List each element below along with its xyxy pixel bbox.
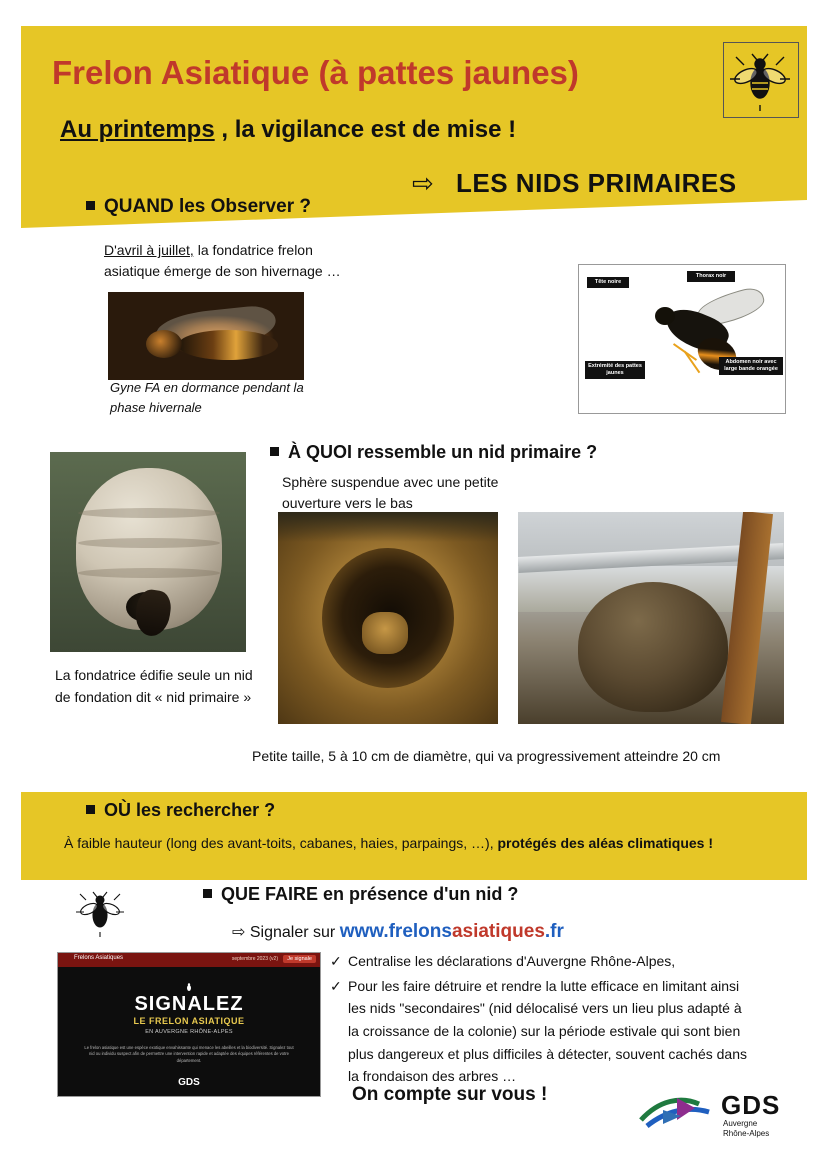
list-item (330, 975, 750, 1088)
closing-statement: On compte sur vous ! (352, 1084, 548, 1105)
banner-nids-primaires: LES NIDS PRIMAIRES (456, 168, 737, 198)
photo-detail (362, 612, 408, 654)
photo-detail (78, 568, 220, 578)
photo-gyne-dormant (108, 292, 304, 380)
diagram-label-head: Tête noire (587, 277, 629, 288)
quefaire-bullet-list (330, 950, 750, 1090)
check-icon: ✓ (330, 953, 342, 969)
gds-region-line1: Auvergne (723, 1119, 758, 1128)
heading-ou-rest: les rechercher ? (131, 800, 276, 820)
signaler-label: Signaler sur (249, 924, 336, 941)
bullet-square-icon (270, 447, 279, 456)
paragraph-sphere: Sphère suspendue avec une petite ouverture vers le bas (282, 474, 499, 511)
heading-aquoi-strong: À QUOI (288, 442, 353, 462)
photo-detail (146, 330, 182, 358)
photo-nest-right (518, 512, 784, 724)
heading-aquoi-rest: ressemble un nid primaire ? (352, 442, 598, 462)
photo-detail (78, 538, 220, 548)
list-item-label: Centralise les déclarations d'Auvergne Rhône-Alpes, (348, 953, 676, 969)
url-part1: www.frelons (339, 921, 452, 942)
paragraph-quand (104, 240, 354, 282)
gds-logo-region (723, 1119, 769, 1139)
bee-icon (723, 42, 799, 118)
section-heading-quand (86, 196, 311, 218)
photo-detail (278, 512, 498, 542)
screenshot-headline-2: LE FRELON ASIATIQUE (133, 1016, 245, 1026)
diagram-hornet-anatomy (578, 264, 786, 414)
paragraph-quand-underlined: D'avril à juillet, (104, 242, 194, 258)
photo-detail (78, 508, 220, 518)
heading-quefaire-strong: QUE FAIRE (221, 884, 319, 904)
screenshot-headline-3: EN AUVERGNE RHÔNE-ALPES (145, 1029, 233, 1035)
list-item (330, 950, 750, 973)
photo-detail (178, 330, 278, 360)
screenshot-blurb: Le frelon asiatique est une espèce exotique envahissante qui menace les abeilles et la biodiversité. Signalez tout nid ou individu suspect afin de permettre une intervention rapide et adaptée des équipes référentes de votre département. (84, 1045, 294, 1063)
screenshot-topbar (58, 953, 320, 967)
check-icon: ✓ (330, 977, 342, 994)
caption-gyne: Gyne FA en dormance pendant la phase hivernale (110, 380, 304, 416)
screenshot-brand: Frelons Asiatiques (74, 955, 124, 961)
screenshot-signalez-website[interactable] (57, 952, 321, 1097)
bee-icon-screenshot (184, 979, 194, 989)
subtitle-rest: , la vigilance est de mise ! (214, 116, 517, 143)
url-part2: asiatiques (451, 921, 545, 942)
bee-icon-small (72, 884, 128, 940)
gds-logo-text: GDS (721, 1090, 781, 1120)
screenshot-date: septembre 2023 (v2) (231, 956, 278, 962)
photo-nest-center (278, 512, 498, 724)
screenshot-footer-logo: GDS (178, 1077, 200, 1088)
heading-quand-rest: les Observer ? (173, 196, 311, 217)
section-heading-quefaire (203, 884, 518, 905)
bullet-square-icon (86, 805, 95, 814)
gds-region-line2: Rhône-Alpes (723, 1129, 770, 1138)
arrow-right-icon: ⇨ (232, 924, 246, 941)
page-title: Frelon Asiatique (à pattes jaunes) (52, 54, 579, 91)
diagram-label-abdomen: Abdomen noir avec large bande orangée (719, 357, 783, 375)
signaler-line (232, 921, 564, 943)
paragraph-ou (64, 835, 713, 851)
arrow-right-icon: ⇨ (412, 168, 434, 198)
photo-detail (721, 512, 773, 724)
photo-nest-left (50, 452, 246, 652)
white-band (21, 770, 807, 792)
caption-fondatrice: La fondatrice édifie seule un nid de fondation dit « nid primaire » (55, 667, 253, 705)
heading-quand-strong: QUAND (104, 196, 174, 217)
gds-logo (637, 1090, 797, 1142)
heading-ou-strong: OÙ (104, 800, 131, 820)
subtitle-underlined: Au printemps (60, 116, 215, 143)
section-heading-ou (86, 800, 275, 821)
photo-detail (578, 582, 728, 712)
list-item-label: Pour les faire détruire et rendre la lutte efficace en limitant ainsi les nids "secondaires" (nid délocalisé vers un lieu plus adapté à la croissance de la colonie) sur la période estivale qui sont bien plus dangereux et plus difficiles à détecter, souvent cachés dans la frondaison des arbres … (348, 977, 747, 1085)
diagram-label-thorax: Thorax noir (687, 271, 735, 282)
website-link[interactable] (340, 921, 564, 942)
paragraph-quand-rest: la fondatrice frelon asiatique émerge de son hivernage … (104, 242, 341, 279)
bullet-square-icon (203, 889, 212, 898)
section-heading-aquoi (270, 442, 597, 463)
caption-petite-taille: Petite taille, 5 à 10 cm de diamètre, qui va progressivement atteindre 20 cm (252, 748, 721, 764)
paragraph-ou-normal: À faible hauteur (long des avant-toits, cabanes, haies, parpaings, …), (64, 835, 498, 851)
paragraph-ou-bold: protégés des aléas climatiques ! (497, 835, 714, 851)
bullet-square-icon (86, 201, 95, 210)
url-part3: .fr (544, 921, 564, 942)
heading-quefaire-rest: en présence d'un nid ? (318, 884, 519, 904)
screenshot-signal-button[interactable]: Je signale (283, 955, 316, 963)
gds-swoosh-icon (637, 1090, 719, 1134)
screenshot-headline-1: SIGNALEZ (134, 993, 244, 1015)
diagram-head (655, 307, 675, 325)
diagram-label-legs: Extrémité des pattes jaunes (585, 361, 645, 379)
page-subtitle (60, 116, 516, 144)
